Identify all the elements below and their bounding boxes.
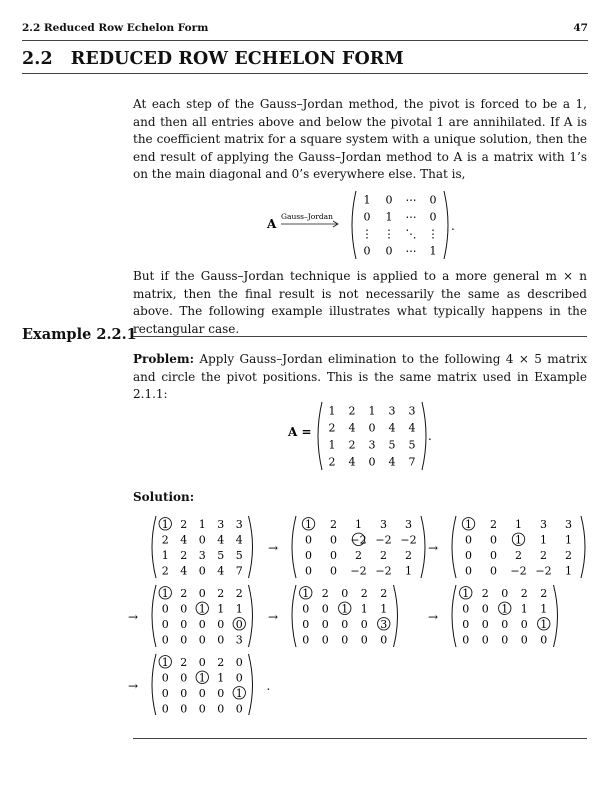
matrix-entry: −2: [375, 564, 392, 578]
matrix-entry: 0: [429, 210, 437, 224]
matrix-entry: 0: [360, 617, 368, 631]
matrix-entry: 2: [180, 586, 188, 600]
matrix-entry: 2: [380, 586, 388, 600]
left-paren: [292, 585, 296, 647]
matrix-entry: 1: [465, 517, 472, 531]
matrix-entry: 1: [565, 533, 572, 547]
matrix-entry: 0: [180, 686, 188, 700]
matrix-entry: 0: [321, 602, 329, 616]
left-paren: [452, 585, 456, 647]
matrix-entry: 2: [180, 517, 188, 531]
matrix-entry: 0: [198, 633, 206, 647]
right-paren: [444, 191, 448, 259]
matrix-entry: 0: [180, 633, 188, 647]
matrix-entry: 0: [490, 533, 497, 547]
matrix-entry: −2: [350, 533, 367, 547]
identity-matrix: [352, 191, 448, 259]
matrix-entry: 3: [408, 404, 416, 418]
matrix-entry: 4: [388, 455, 396, 469]
matrix-entry: 0: [363, 244, 371, 258]
matrix-entry: 1: [385, 210, 393, 224]
example-label: Example 2.2.1: [22, 326, 137, 343]
matrix-entry: 0: [341, 586, 349, 600]
right-paren: [554, 585, 558, 647]
matrix-entry: 2: [180, 548, 188, 562]
second-paragraph: But if the Gauss–Jordan technique is applied to a more general m × n matrix, then the final result is not necessarily the same as described above. The following example illustrates what typically happens in the rectangular case.: [133, 269, 587, 336]
left-paren: [318, 402, 322, 470]
solution-matrix: [452, 585, 558, 647]
matrix-entry: 0: [198, 686, 206, 700]
matrix-entry: 1: [305, 517, 312, 531]
matrix-entry: 1: [405, 564, 412, 578]
matrix-entry: 1: [540, 602, 548, 616]
section-rule: [22, 73, 588, 74]
matrix-entry: 1: [161, 655, 169, 669]
matrix-entry: 4: [408, 421, 416, 435]
matrix-entry: 2: [405, 548, 412, 562]
matrix-entry: 3: [368, 438, 376, 452]
matrix-entry: 1: [540, 533, 547, 547]
matrix-entry: 0: [217, 617, 225, 631]
matrix-entry: 5: [235, 548, 243, 562]
right-paren: [581, 516, 585, 578]
matrix-entry: 2: [348, 438, 356, 452]
matrix-entry: 2: [161, 564, 169, 578]
matrix-entry: 1: [235, 602, 243, 616]
matrix-entry: 1: [161, 586, 169, 600]
matrix-entry: 0: [198, 586, 206, 600]
matrix-entry: 2: [360, 586, 368, 600]
matrix-entry: 1: [540, 617, 548, 631]
matrix-entry: 2: [321, 586, 329, 600]
matrix-entry: 0: [235, 671, 243, 685]
matrix-entry: 4: [388, 421, 396, 435]
running-head: [22, 22, 588, 34]
matrix-entry: 0: [490, 564, 497, 578]
matrix-entry: 2: [481, 586, 489, 600]
step-arrow-icon: →: [428, 541, 439, 555]
intro-paragraph: At each step of the Gauss–Jordan method, the pivot is forced to be a 1, and then all entries above and below the pivotal 1 are annihilated. If A is the coefficient matrix for a square system with a unique solution, then the end result of applying the Gauss–Jordan method to A is a matrix with 1’s on the main diagonal and 0’s everywhere else. That is,: [133, 97, 587, 181]
matrix-entry: 2: [515, 548, 522, 562]
identity-display: [255, 186, 470, 264]
matrix-a: [318, 402, 426, 470]
matrix-entry: 1: [355, 517, 362, 531]
matrix-entry: 0: [198, 702, 206, 715]
matrix-entry: ⋯: [405, 193, 417, 207]
matrix-entry: 0: [368, 455, 376, 469]
solution-matrix: [152, 654, 253, 715]
matrix-a-lhs: A =: [288, 425, 312, 439]
matrix-entry: 0: [180, 602, 188, 616]
left-paren: [152, 585, 156, 647]
matrix-entry: 0: [385, 193, 393, 207]
matrix-entry: 2: [540, 548, 547, 562]
matrix-entry: 5: [408, 438, 416, 452]
problem-paragraph: [133, 351, 587, 404]
matrix-entry: 1: [161, 517, 169, 531]
matrix-entry: 1: [501, 602, 509, 616]
matrix-entry: 0: [302, 617, 310, 631]
matrix-entry: 0: [321, 617, 329, 631]
matrix-entry: 2: [490, 517, 497, 531]
matrix-entry: 3: [235, 517, 243, 531]
matrix-entry: 0: [501, 633, 509, 647]
matrix-entry: 0: [520, 633, 528, 647]
solution-matrix: [152, 585, 253, 647]
header-rule: [22, 40, 588, 41]
matrix-entry: 0: [481, 617, 489, 631]
gauss-jordan-label: Gauss–Jordan: [281, 212, 333, 221]
matrix-entry: 1: [341, 602, 349, 616]
matrix-entry: 0: [330, 564, 337, 578]
matrix-entry: 0: [540, 633, 548, 647]
step-arrow-icon: →: [428, 610, 439, 624]
matrix-entry: 2: [540, 586, 548, 600]
section-title: [22, 49, 404, 69]
matrix-entry: ⋯: [405, 244, 417, 258]
matrix-entry: 0: [161, 686, 169, 700]
right-paren: [394, 585, 398, 647]
matrix-entry: 0: [462, 617, 470, 631]
matrix-entry: 0: [305, 564, 312, 578]
matrix-entry: 0: [385, 244, 393, 258]
matrix-entry: 3: [217, 517, 225, 531]
matrix-entry: 0: [161, 671, 169, 685]
matrix-entry: 0: [501, 617, 509, 631]
matrix-entry: 0: [180, 702, 188, 715]
matrix-entry: 1: [360, 602, 368, 616]
matrix-entry: 1: [217, 671, 225, 685]
matrix-entry: ⋮: [361, 227, 373, 241]
matrix-entry: −2: [350, 564, 367, 578]
matrix-entry: 4: [235, 533, 243, 547]
matrix-entry: −2: [375, 533, 392, 547]
matrix-entry: 0: [321, 633, 329, 647]
matrix-entry: 0: [341, 633, 349, 647]
right-paren: [249, 516, 253, 578]
matrix-entry: 0: [368, 421, 376, 435]
matrix-entry: −2: [535, 564, 552, 578]
matrix-entry: 0: [462, 633, 470, 647]
step-arrow-icon: →: [128, 679, 139, 693]
matrix-entry: 1: [515, 517, 522, 531]
matrix-entry: 0: [302, 633, 310, 647]
problem-label: Problem:: [133, 352, 195, 366]
matrix-entry: 1: [328, 404, 336, 418]
matrix-entry: ⋮: [427, 227, 439, 241]
matrix-entry: 1: [429, 244, 437, 258]
matrix-entry: 0: [198, 564, 206, 578]
matrix-entry: 0: [360, 633, 368, 647]
matrix-entry: 4: [217, 564, 225, 578]
matrix-entry: 1: [363, 193, 371, 207]
matrix-entry: 0: [217, 633, 225, 647]
identity-trailing: .: [451, 219, 455, 233]
solution-matrix: [152, 516, 253, 578]
matrix-entry: 0: [161, 617, 169, 631]
left-paren: [152, 654, 156, 715]
matrix-entry: 4: [348, 421, 356, 435]
matrix-entry: 7: [408, 455, 416, 469]
final-trailing: .: [266, 679, 271, 693]
left-paren: [152, 516, 156, 578]
matrix-entry: 3: [540, 517, 547, 531]
matrix-entry: 2: [348, 404, 356, 418]
matrix-entry: 0: [161, 633, 169, 647]
matrix-entry: 1: [161, 548, 169, 562]
example-rule: [133, 336, 587, 337]
matrix-entry: 3: [235, 633, 243, 647]
solution-matrix: [452, 516, 585, 578]
matrix-entry: 0: [217, 702, 225, 715]
matrix-entry: 0: [198, 617, 206, 631]
matrix-entry: 2: [330, 517, 337, 531]
running-head-title: 2.2 Reduced Row Echelon Form: [22, 22, 209, 34]
matrix-entry: 0: [429, 193, 437, 207]
matrix-entry: 1: [235, 686, 243, 700]
matrix-entry: 3: [405, 517, 412, 531]
matrix-entry: 0: [520, 617, 528, 631]
matrix-entry: 3: [380, 517, 387, 531]
matrix-entry: 1: [198, 671, 206, 685]
matrix-entry: 0: [363, 210, 371, 224]
matrix-entry: 0: [235, 702, 243, 715]
section-title-text: REDUCED ROW ECHELON FORM: [70, 49, 404, 69]
solution-matrix: [292, 516, 425, 578]
step-arrow-icon: →: [268, 610, 279, 624]
matrix-a-trailing: .: [428, 429, 432, 443]
matrix-entry: 1: [565, 564, 572, 578]
solution-steps: [110, 510, 590, 715]
right-paren: [422, 402, 426, 470]
right-paren: [249, 654, 253, 715]
matrix-entry: −2: [400, 533, 417, 547]
matrix-entry: 2: [235, 586, 243, 600]
step-arrow-icon: →: [128, 610, 139, 624]
matrix-entry: 0: [198, 533, 206, 547]
matrix-entry: 4: [348, 455, 356, 469]
identity-lhs: A: [267, 217, 277, 231]
matrix-entry: 0: [462, 602, 470, 616]
matrix-entry: 2: [380, 548, 387, 562]
matrix-entry: 0: [161, 602, 169, 616]
footer-rule: [133, 738, 587, 739]
left-paren: [352, 191, 356, 259]
matrix-entry: 0: [302, 602, 310, 616]
matrix-entry: 1: [380, 602, 388, 616]
matrix-entry: 5: [217, 548, 225, 562]
matrix-entry: 1: [368, 404, 376, 418]
matrix-entry: 3: [198, 548, 206, 562]
matrix-entry: 0: [198, 655, 206, 669]
matrix-entry: 4: [217, 533, 225, 547]
matrix-entry: 3: [380, 617, 388, 631]
matrix-entry: 0: [330, 548, 337, 562]
matrix-entry: 0: [465, 564, 472, 578]
matrix-entry: ⋱: [405, 227, 417, 241]
matrix-entry: 5: [388, 438, 396, 452]
matrix-entry: 0: [180, 671, 188, 685]
matrix-entry: 2: [565, 548, 572, 562]
matrix-entry: 2: [355, 548, 362, 562]
matrix-entry: 2: [180, 655, 188, 669]
matrix-entry: 0: [330, 533, 337, 547]
matrix-entry: 1: [217, 602, 225, 616]
matrix-entry: 0: [490, 548, 497, 562]
matrix-entry: 0: [235, 617, 243, 631]
matrix-entry: 2: [328, 421, 336, 435]
left-paren: [452, 516, 456, 578]
matrix-entry: 0: [481, 602, 489, 616]
matrix-entry: 1: [198, 602, 206, 616]
matrix-entry: 3: [565, 517, 572, 531]
matrix-entry: 0: [481, 633, 489, 647]
page-number: 47: [573, 22, 588, 34]
matrix-entry: 0: [465, 548, 472, 562]
right-paren: [249, 585, 253, 647]
matrix-entry: 2: [217, 586, 225, 600]
matrix-entry: 1: [198, 517, 206, 531]
matrix-entry: 2: [328, 455, 336, 469]
matrix-entry: 0: [305, 533, 312, 547]
matrix-entry: 0: [305, 548, 312, 562]
right-paren: [421, 516, 425, 578]
matrix-entry: 1: [520, 602, 528, 616]
matrix-entry: 0: [380, 633, 388, 647]
matrix-entry: 0: [161, 702, 169, 715]
matrix-entry: 2: [161, 533, 169, 547]
matrix-entry: 4: [180, 564, 188, 578]
matrix-entry: 3: [388, 404, 396, 418]
matrix-entry: 1: [462, 586, 470, 600]
matrix-entry: 0: [235, 655, 243, 669]
solution-matrix: [292, 585, 398, 647]
matrix-entry: 0: [465, 533, 472, 547]
matrix-entry: 0: [217, 686, 225, 700]
matrix-entry: 1: [302, 586, 310, 600]
solution-label: Solution:: [133, 490, 195, 504]
matrix-entry: 1: [328, 438, 336, 452]
matrix-entry: 4: [180, 533, 188, 547]
section-number: 2.2: [22, 49, 53, 69]
matrix-a-display: [280, 398, 450, 480]
left-paren: [292, 516, 296, 578]
matrix-entry: 0: [341, 617, 349, 631]
step-arrow-icon: →: [268, 541, 279, 555]
matrix-entry: 1: [515, 533, 522, 547]
matrix-entry: 0: [501, 586, 509, 600]
matrix-entry: 2: [217, 655, 225, 669]
problem-text: Apply Gauss–Jordan elimination to the following 4 × 5 matrix and circle the pivot positions. This is the same matrix used in Example 2.1.1:: [133, 352, 587, 401]
matrix-entry: −2: [510, 564, 527, 578]
matrix-entry: ⋮: [383, 227, 395, 241]
matrix-entry: 0: [180, 617, 188, 631]
matrix-entry: 7: [235, 564, 243, 578]
matrix-entry: 2: [520, 586, 528, 600]
matrix-entry: ⋯: [405, 210, 417, 224]
